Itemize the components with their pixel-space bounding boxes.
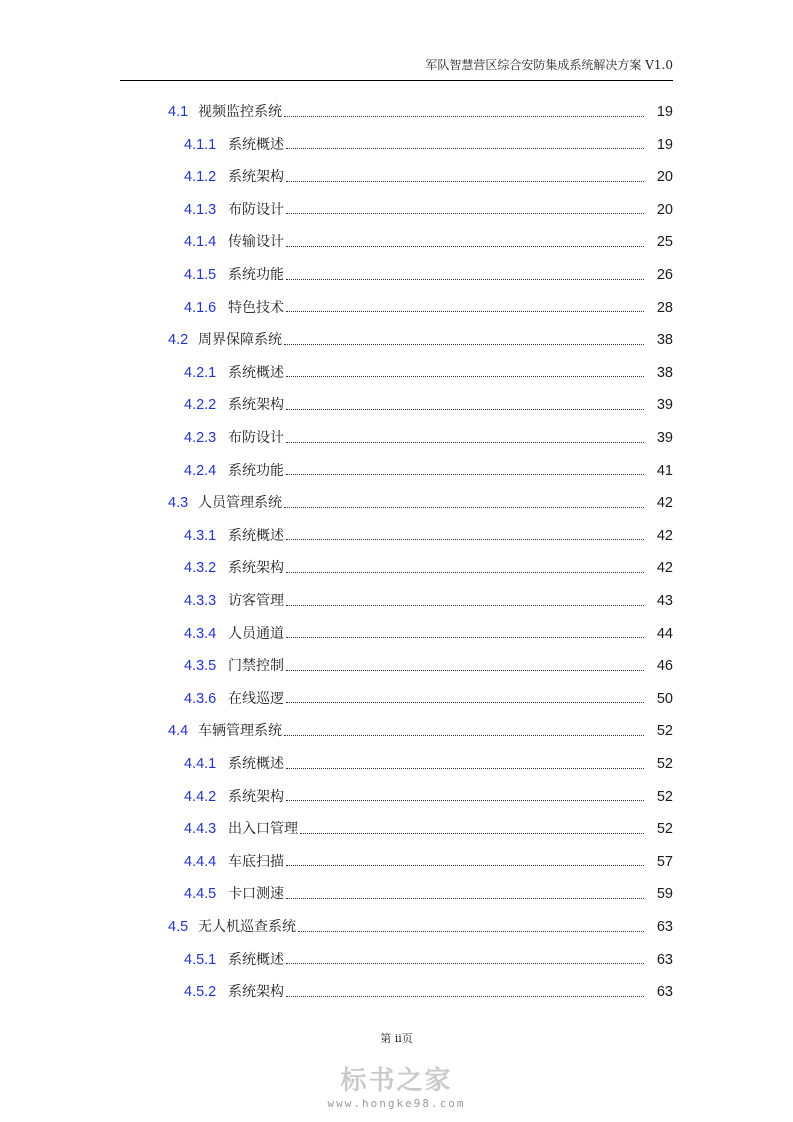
toc-entry-number: 4.3.3 xyxy=(184,593,217,609)
toc-entry-title: 布防设计 xyxy=(228,430,284,446)
toc-dot-leader xyxy=(286,430,644,443)
toc-entry[interactable] xyxy=(0,976,793,1008)
toc-entry[interactable] xyxy=(0,715,793,747)
toc-entry-number: 4.1.4 xyxy=(184,234,217,251)
toc-entry-page-number: 39 xyxy=(656,430,673,446)
toc-entry[interactable] xyxy=(0,585,793,617)
toc-dot-leader xyxy=(284,495,644,508)
toc-entry-number: 4.1.3 xyxy=(184,201,217,218)
toc-entry-number: 4.1.1 xyxy=(184,136,217,153)
toc-entry-page-number: 57 xyxy=(656,853,673,870)
toc-entry-page-number: 63 xyxy=(656,984,673,1001)
toc-entry-title: 系统架构 xyxy=(228,984,284,1001)
toc-dot-leader xyxy=(286,299,644,312)
toc-entry-number: 4.2.1 xyxy=(184,364,217,381)
toc-entry-title: 视频监控系统 xyxy=(198,104,282,120)
toc-dot-leader xyxy=(286,658,644,671)
toc-entry-page-number: 44 xyxy=(656,625,673,642)
toc-dot-leader xyxy=(286,560,644,573)
toc-entry-page-number: 63 xyxy=(656,919,673,935)
toc-entry-title: 系统架构 xyxy=(228,560,284,577)
toc-dot-leader xyxy=(286,593,644,606)
toc-entry[interactable] xyxy=(0,748,793,780)
toc-entry-number: 4.4.1 xyxy=(184,756,217,772)
toc-entry[interactable] xyxy=(0,944,793,976)
toc-entry[interactable] xyxy=(0,683,793,715)
toc-entry-page-number: 41 xyxy=(656,462,673,479)
toc-entry[interactable] xyxy=(0,422,793,454)
toc-entry-title: 系统架构 xyxy=(228,397,284,414)
toc-entry-page-number: 19 xyxy=(656,104,673,120)
toc-dot-leader xyxy=(286,462,644,475)
toc-entry-number: 4.2.2 xyxy=(184,397,217,414)
watermark-title: 标书之家 xyxy=(340,1066,453,1096)
toc-entry-number: 4.3.5 xyxy=(184,658,217,675)
toc-entry[interactable] xyxy=(0,650,793,682)
toc-entry-page-number: 39 xyxy=(656,397,673,414)
toc-entry-title: 门禁控制 xyxy=(228,658,284,675)
toc-entry-page-number: 42 xyxy=(656,495,673,512)
toc-dot-leader xyxy=(298,919,644,932)
toc-entry[interactable] xyxy=(0,161,793,193)
page-header-title: 军队智慧营区综合安防集成系统解决方案 V1.0 xyxy=(425,58,673,72)
toc-entry-page-number: 52 xyxy=(656,756,673,772)
toc-entry-number: 4.4 xyxy=(168,723,189,740)
watermark-url: www.hongke98.com xyxy=(327,1097,466,1110)
toc-entry-title: 系统功能 xyxy=(228,462,284,479)
toc-entry[interactable] xyxy=(0,357,793,389)
toc-entry-number: 4.3 xyxy=(168,495,189,512)
toc-entry-title: 访客管理 xyxy=(228,593,284,609)
toc-entry-page-number: 63 xyxy=(656,951,673,968)
toc-entry-page-number: 52 xyxy=(656,788,673,805)
toc-entry-title: 人员管理系统 xyxy=(198,495,282,512)
toc-entry[interactable] xyxy=(0,781,793,813)
toc-dot-leader xyxy=(286,984,644,997)
toc-entry[interactable] xyxy=(0,813,793,845)
toc-entry[interactable] xyxy=(0,96,793,128)
toc-entry-title: 系统架构 xyxy=(228,788,284,805)
toc-entry[interactable] xyxy=(0,194,793,226)
toc-entry-title: 卡口测速 xyxy=(228,886,284,903)
toc-entry-number: 4.1.2 xyxy=(184,169,217,186)
toc-entry-title: 无人机巡查系统 xyxy=(198,919,296,935)
toc-entry[interactable] xyxy=(0,324,793,356)
toc-entry-page-number: 20 xyxy=(656,169,673,186)
toc-entry-number: 4.1.5 xyxy=(184,267,217,283)
toc-entry-title: 系统概述 xyxy=(228,527,284,544)
toc-entry-page-number: 20 xyxy=(656,201,673,218)
toc-dot-leader xyxy=(286,951,644,964)
toc-entry-number: 4.3.2 xyxy=(184,560,217,577)
toc-entry-page-number: 38 xyxy=(656,332,673,349)
toc-entry[interactable] xyxy=(0,455,793,487)
toc-entry[interactable] xyxy=(0,259,793,291)
toc-entry-page-number: 46 xyxy=(656,658,673,675)
toc-entry-title: 系统概述 xyxy=(228,951,284,968)
toc-entry-title: 系统概述 xyxy=(228,756,284,772)
watermark-logo xyxy=(0,1066,793,1112)
toc-entry-number: 4.4.4 xyxy=(184,853,217,870)
toc-entry-number: 4.4.5 xyxy=(184,886,217,903)
toc-entry-page-number: 59 xyxy=(656,886,673,903)
toc-entry-number: 4.2.4 xyxy=(184,462,217,479)
toc-entry-title: 车底扫描 xyxy=(228,853,284,870)
toc-entry-title: 系统概述 xyxy=(228,136,284,153)
toc-entry-number: 4.3.4 xyxy=(184,625,217,642)
toc-entry-page-number: 38 xyxy=(656,364,673,381)
toc-dot-leader xyxy=(286,690,644,703)
toc-entry-page-number: 25 xyxy=(656,234,673,251)
toc-dot-leader xyxy=(286,853,644,866)
toc-entry-title: 人员通道 xyxy=(228,625,284,642)
toc-entry-number: 4.2.3 xyxy=(184,430,217,446)
toc-dot-leader xyxy=(286,397,644,410)
toc-entry[interactable] xyxy=(0,846,793,878)
toc-entry-number: 4.1 xyxy=(168,104,189,120)
toc-dot-leader xyxy=(286,788,644,801)
toc-entry-page-number: 52 xyxy=(656,821,673,838)
toc-entry[interactable] xyxy=(0,552,793,584)
toc-entry-page-number: 19 xyxy=(656,136,673,153)
toc-entry-number: 4.4.3 xyxy=(184,821,217,838)
toc-dot-leader xyxy=(286,364,644,377)
toc-entry[interactable] xyxy=(0,520,793,552)
toc-entry-number: 4.3.6 xyxy=(184,690,217,707)
toc-entry-page-number: 26 xyxy=(656,267,673,283)
toc-entry-page-number: 43 xyxy=(656,593,673,609)
toc-dot-leader xyxy=(284,104,644,117)
toc-entry-page-number: 42 xyxy=(656,560,673,577)
toc-dot-leader xyxy=(286,267,644,280)
toc-dot-leader xyxy=(284,332,644,345)
toc-entry-title: 周界保障系统 xyxy=(198,332,282,349)
toc-entry[interactable] xyxy=(0,292,793,324)
toc-dot-leader xyxy=(286,625,644,638)
toc-entry-page-number: 50 xyxy=(656,690,673,707)
toc-entry-number: 4.5.2 xyxy=(184,984,217,1001)
header-divider xyxy=(120,80,673,81)
toc-dot-leader xyxy=(286,136,644,149)
toc-entry-number: 4.5 xyxy=(168,919,189,935)
toc-entry-title: 车辆管理系统 xyxy=(198,723,282,740)
toc-entry-title: 布防设计 xyxy=(228,201,284,218)
toc-entry-number: 4.1.6 xyxy=(184,299,217,316)
toc-dot-leader xyxy=(286,169,644,182)
toc-entry-title: 系统架构 xyxy=(228,169,284,186)
toc-entry[interactable] xyxy=(0,389,793,421)
toc-entry-title: 系统概述 xyxy=(228,364,284,381)
toc-entry-title: 传输设计 xyxy=(228,234,284,251)
toc-entry-title: 在线巡逻 xyxy=(228,690,284,707)
toc-entry-title: 出入口管理 xyxy=(228,821,298,838)
toc-entry[interactable] xyxy=(0,487,793,519)
toc-entry[interactable] xyxy=(0,878,793,910)
page-number-footer: 第 ii页 xyxy=(380,1032,413,1045)
toc-dot-leader xyxy=(286,234,644,247)
toc-entry[interactable] xyxy=(0,226,793,258)
toc-entry-number: 4.3.1 xyxy=(184,527,217,544)
toc-dot-leader xyxy=(286,756,644,769)
toc-entry[interactable] xyxy=(0,618,793,650)
toc-dot-leader xyxy=(284,723,644,736)
toc-entry-page-number: 28 xyxy=(656,299,673,316)
toc-entry[interactable] xyxy=(0,911,793,943)
toc-entry-title: 系统功能 xyxy=(228,267,284,283)
toc-dot-leader xyxy=(300,821,644,834)
toc-entry-page-number: 42 xyxy=(656,527,673,544)
toc-entry-page-number: 52 xyxy=(656,723,673,740)
toc-entry-title: 特色技术 xyxy=(228,299,284,316)
toc-entry-number: 4.5.1 xyxy=(184,951,217,968)
toc-entry[interactable] xyxy=(0,129,793,161)
toc-dot-leader xyxy=(286,527,644,540)
toc-entry-number: 4.4.2 xyxy=(184,788,217,805)
toc-dot-leader xyxy=(286,886,644,899)
toc-entry-number: 4.2 xyxy=(168,332,189,349)
toc-dot-leader xyxy=(286,201,644,214)
